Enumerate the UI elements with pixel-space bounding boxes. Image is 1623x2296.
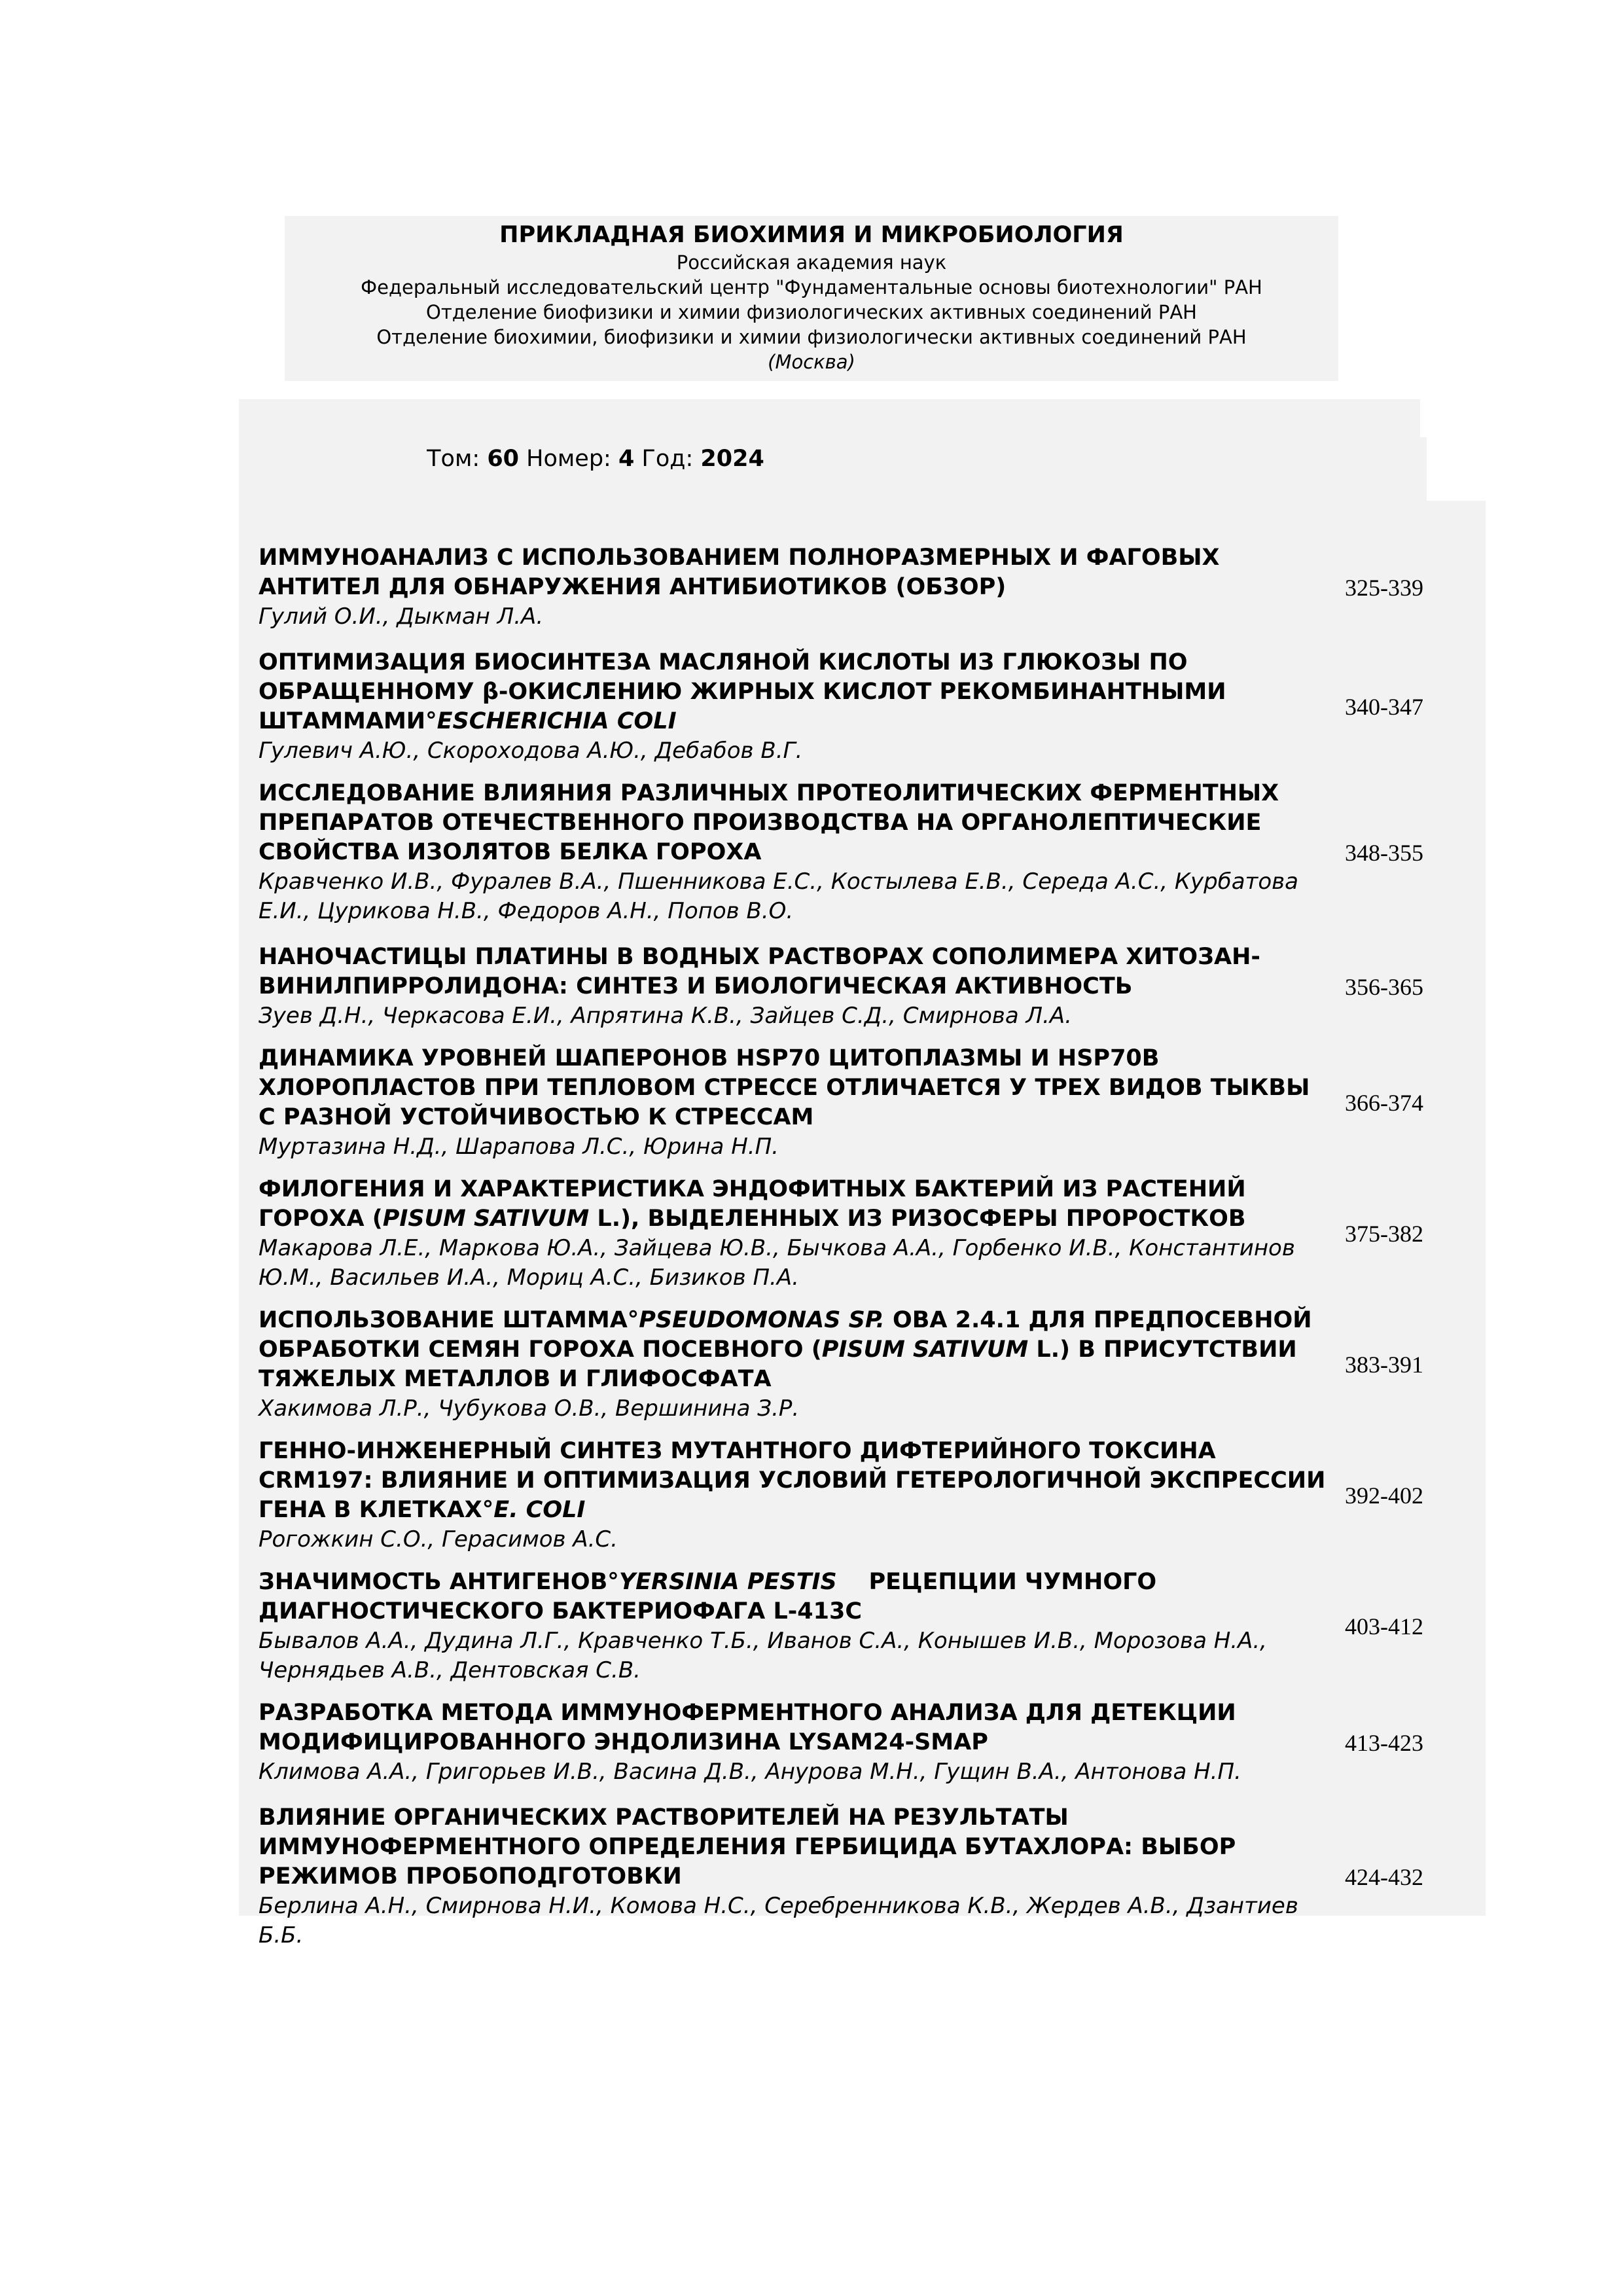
article-pages: 383-391: [1345, 1352, 1423, 1378]
article-title[interactable]: ИССЛЕДОВАНИЕ ВЛИЯНИЯ РАЗЛИЧНЫХ ПРОТЕОЛИТИЧЕСКИХ ФЕРМЕНТНЫХ ПРЕПАРАТОВ ОТЕЧЕСТВЕННОГО ПРОИЗВОДСТВА НА ОРГАНОЛЕПТИЧЕСКИЕ СВОЙСТВА ИЗОЛЯТОВ БЕЛКА ГОРОХА: [259, 780, 1279, 865]
article-pages: 348-355: [1345, 839, 1423, 866]
species-name: ESCHERICHIA COLI: [437, 708, 677, 734]
article-pages: 356-365: [1345, 973, 1423, 1000]
toc-entry[interactable]: [259, 543, 1482, 632]
species-name: PISUM SATIVUM: [382, 1206, 590, 1232]
article-title[interactable]: РАЗРАБОТКА МЕТОДА ИММУНОФЕРМЕНТНОГО АНАЛИЗА ДЛЯ ДЕТЕКЦИИ МОДИФИЦИРОВАННОГО ЭНДОЛИЗИНА LYSAM24-SMAP: [259, 1700, 1236, 1755]
article-title[interactable]: ИСПОЛЬЗОВАНИЕ ШТАММА°PSEUDOMONAS SP. OBA 2.4.1 ДЛЯ ПРЕДПОСЕВНОЙ ОБРАБОТКИ СЕМЯН ГОРОХА ПОСЕВНОГО (PISUM SATIVUM L.) В ПРИСУТСТВИИ ТЯЖЕЛЫХ МЕТАЛЛОВ И ГЛИФОСФАТА: [259, 1307, 1312, 1392]
article-title[interactable]: ГЕННО-ИНЖЕНЕРНЫЙ СИНТЕЗ МУТАНТНОГО ДИФТЕРИЙНОГО ТОКСИНА CRM197: ВЛИЯНИЕ И ОПТИМИЗАЦИЯ УСЛОВИЙ ГЕТЕРОЛОГИЧНОЙ ЭКСПРЕССИИ ГЕНА В КЛЕТКАХ°E. COLI: [259, 1438, 1326, 1523]
article-title[interactable]: ОПТИМИЗАЦИЯ БИОСИНТЕЗА МАСЛЯНОЙ КИСЛОТЫ ИЗ ГЛЮКОЗЫ ПО ОБРАЩЕННОМУ β-ОКИСЛЕНИЮ ЖИРНЫХ КИСЛОТ РЕКОМБИНАНТНЫМИ ШТАММАМИ°ESCHERICHIA COLI: [259, 649, 1226, 734]
toc-entry[interactable]: [259, 1306, 1482, 1424]
publisher-line: Отделение биофизики и химии физиологических активных соединений РАН: [426, 301, 1197, 323]
toc-entry[interactable]: [259, 1437, 1482, 1554]
year-label: Год:: [641, 446, 694, 472]
article-pages: 325-339: [1345, 574, 1423, 601]
year-value: 2024: [700, 446, 764, 472]
toc-entry[interactable]: [259, 1803, 1482, 1950]
article-authors: Макарова Л.Е., Маркова Ю.А., Зайцева Ю.В., Бычкова А.А., Горбенко И.В., Константинов Ю.М., Васильев И.А., Мориц А.С., Бизиков П.А.: [259, 1235, 1295, 1291]
toc-entry[interactable]: [259, 1568, 1482, 1685]
issue-info: [0, 437, 1191, 480]
toc-entry[interactable]: [259, 648, 1482, 766]
toc-entry[interactable]: [259, 1698, 1482, 1787]
article-pages: 403-412: [1345, 1613, 1423, 1640]
publisher-line: Отделение биохимии, биофизики и химии физиологически активных соединений РАН: [376, 326, 1247, 348]
article-pages: 375-382: [1345, 1221, 1423, 1247]
toc-entry[interactable]: [259, 1175, 1482, 1293]
article-pages: 366-374: [1345, 1090, 1423, 1116]
article-pages: 392-402: [1345, 1482, 1423, 1509]
article-authors: Зуев Д.Н., Черкасова Е.И., Апрятина К.В., Зайцев С.Д., Смирнова Л.А.: [259, 1003, 1072, 1029]
publisher-city: (Москва): [768, 351, 855, 373]
article-authors: Рогожкин С.О., Герасимов А.С.: [259, 1526, 618, 1552]
species-name: E. COLI: [493, 1497, 586, 1523]
number-label: Номер:: [526, 446, 611, 472]
article-authors: Хакимова Л.Р., Чубукова О.В., Вершинина З.Р.: [259, 1395, 800, 1422]
journal-title: ПРИКЛАДНАЯ БИОХИМИЯ И МИКРОБИОЛОГИЯ: [499, 222, 1124, 248]
article-authors: Бывалов А.А., Дудина Л.Г., Кравченко Т.Б., Иванов С.А., Конышев И.В., Морозова Н.А., Чернядьев А.В., Дентовская С.В.: [259, 1628, 1267, 1683]
toc-entry[interactable]: [259, 1044, 1482, 1162]
article-authors: Муртазина Н.Д., Шарапова Л.С., Юрина Н.П.: [259, 1134, 779, 1160]
article-pages: 413-423: [1345, 1729, 1423, 1756]
article-title[interactable]: ЗНАЧИМОСТЬ АНТИГЕНОВ°YERSINIA PESTIS РЕЦЕПЦИИ ЧУМНОГО ДИАГНОСТИЧЕСКОГО БАКТЕРИОФАГА L-413C: [259, 1569, 1165, 1624]
toc-entry[interactable]: [259, 779, 1482, 926]
volume-value: 60: [487, 446, 520, 472]
article-pages: 424-432: [1345, 1863, 1423, 1890]
article-authors: Гулий О.И., Дыкман Л.А.: [259, 603, 544, 630]
species-name: YERSINIA PESTIS: [618, 1569, 837, 1595]
article-title[interactable]: НАНОЧАСТИЦЫ ПЛАТИНЫ В ВОДНЫХ РАСТВОРАХ СОПОЛИМЕРА ХИТОЗАН-ВИНИЛПИРРОЛИДОНА: СИНТЕЗ И БИОЛОГИЧЕСКАЯ АКТИВНОСТЬ: [259, 944, 1260, 999]
article-title[interactable]: ДИНАМИКА УРОВНЕЙ ШАПЕРОНОВ HSP70 ЦИТОПЛАЗМЫ И HSP70B ХЛОРОПЛАСТОВ ПРИ ТЕПЛОВОМ СТРЕССЕ ОТЛИЧАЕТСЯ У ТРЕХ ВИДОВ ТЫКВЫ С РАЗНОЙ УСТОЙЧИВОСТЬЮ К СТРЕССАМ: [259, 1045, 1310, 1130]
article-authors: Кравченко И.В., Фуралев В.А., Пшенникова Е.С., Костылева Е.В., Середа А.С., Курбатова Е.И., Цурикова Н.В., Федоров А.Н., Попов В.О.: [259, 869, 1299, 924]
publisher-line: Федеральный исследовательский центр "Фундаментальные основы биотехнологии" РАН: [361, 276, 1262, 298]
article-title[interactable]: ФИЛОГЕНИЯ И ХАРАКТЕРИСТИКА ЭНДОФИТНЫХ БАКТЕРИЙ ИЗ РАСТЕНИЙ ГОРОХА (PISUM SATIVUM L.), ВЫДЕЛЕННЫХ ИЗ РИЗОСФЕРЫ ПРОРОСТКОВ: [259, 1176, 1246, 1232]
article-pages: 340-347: [1345, 694, 1423, 720]
article-authors: Берлина А.Н., Смирнова Н.И., Комова Н.С., Серебренникова К.В., Жердев А.В., Дзантиев Б.Б.: [259, 1893, 1298, 1948]
toc-entry[interactable]: [259, 942, 1482, 1031]
article-title[interactable]: ИММУНОАНАЛИЗ С ИСПОЛЬЗОВАНИЕМ ПОЛНОРАЗМЕРНЫХ И ФАГОВЫХ АНТИТЕЛ ДЛЯ ОБНАРУЖЕНИЯ АНТИБИОТИКОВ (ОБЗОР): [259, 545, 1220, 600]
publisher-line: Российская академия наук: [676, 251, 947, 274]
species-name: PISUM SATIVUM: [821, 1336, 1029, 1363]
article-title[interactable]: ВЛИЯНИЕ ОРГАНИЧЕСКИХ РАСТВОРИТЕЛЕЙ НА РЕЗУЛЬТАТЫ ИММУНОФЕРМЕНТНОГО ОПРЕДЕЛЕНИЯ ГЕРБИЦИДА БУТАХЛОРА: ВЫБОР РЕЖИМОВ ПРОБОПОДГОТОВКИ: [259, 1804, 1236, 1890]
species-name: PSEUDOMONAS SP.: [639, 1307, 885, 1333]
number-value: 4: [618, 446, 635, 472]
article-authors: Климова А.А., Григорьев И.В., Васина Д.В., Анурова М.Н., Гущин В.А., Антонова Н.П.: [259, 1759, 1241, 1785]
volume-label: Том:: [427, 446, 480, 472]
journal-header: [285, 216, 1338, 381]
article-authors: Гулевич А.Ю., Скороходова А.Ю., Дебабов В.Г.: [259, 738, 803, 764]
